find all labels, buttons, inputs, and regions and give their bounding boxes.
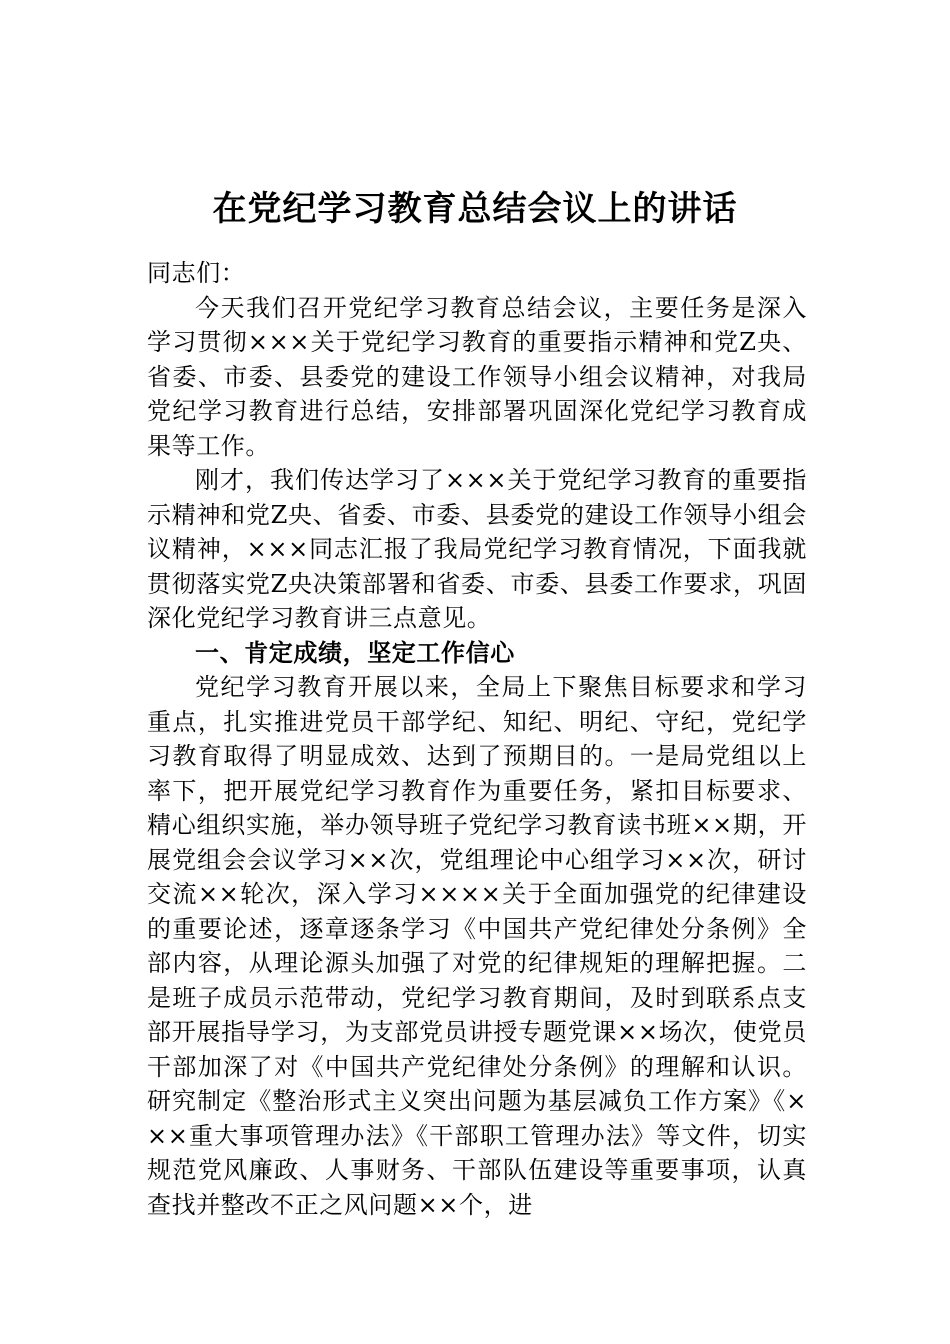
paragraph-summary: 刚才，我们传达学习了×××关于党纪学习教育的重要指示精神和党Z央、省委、市委、县委党的建设工作领导小组会议精神，×××同志汇报了我局党纪学习教育情况，下面我就贯彻落实党Z央决策部署和省委、市委、县委工作要求，巩固深化党纪学习教育讲三点意见。 xyxy=(147,466,807,632)
document-body xyxy=(147,256,807,1222)
paragraph-intro: 今天我们召开党纪学习教育总结会议，主要任务是深入学习贯彻×××关于党纪学习教育的重要指示精神和党Z央、省委、市委、县委党的建设工作领导小组会议精神，对我局党纪学习教育进行总结，安排部署巩固深化党纪学习教育成果等工作。 xyxy=(147,293,807,460)
salutation: 同志们： xyxy=(147,259,246,287)
section-heading: 一、肯定成绩，坚定工作信心 xyxy=(195,638,515,667)
document-title: 在党纪学习教育总结会议上的讲话 xyxy=(212,188,738,229)
paragraph-section-one: 党纪学习教育开展以来，全局上下聚焦目标要求和学习重点，扎实推进党员干部学纪、知纪、明纪、守纪，党纪学习教育取得了明显成效、达到了预期目的。一是局党组以上率下，把开展党纪学习教育作为重要任务，紧扣目标要求、精心组织实施，举办领导班子党纪学习教育读书班××期，开展党组会会议学习××次，党组理论中心组学习××次，研讨交流××轮次，深入学习××××关于全面加强党的纪律建设的重要论述，逐章逐条学习《中国共产党纪律处分条例》全部内容，从理论源头加强了对党的纪律规矩的理解把握。二是班子成员示范带动，党纪学习教育期间，及时到联系点支部开展指导学习，为支部党员讲授专题党课××场次，使党员干部加深了对《中国共产党纪律处分条例》的理解和认识。研究制定《整治形式主义突出问题为基层减负工作方案》《×××重大事项管理办法》《干部职工管理办法》等文件，切实规范党风廉政、人事财务、干部队伍建设等重要事项，认真查找并整改不正之风问题××个，进 xyxy=(147,673,807,1219)
